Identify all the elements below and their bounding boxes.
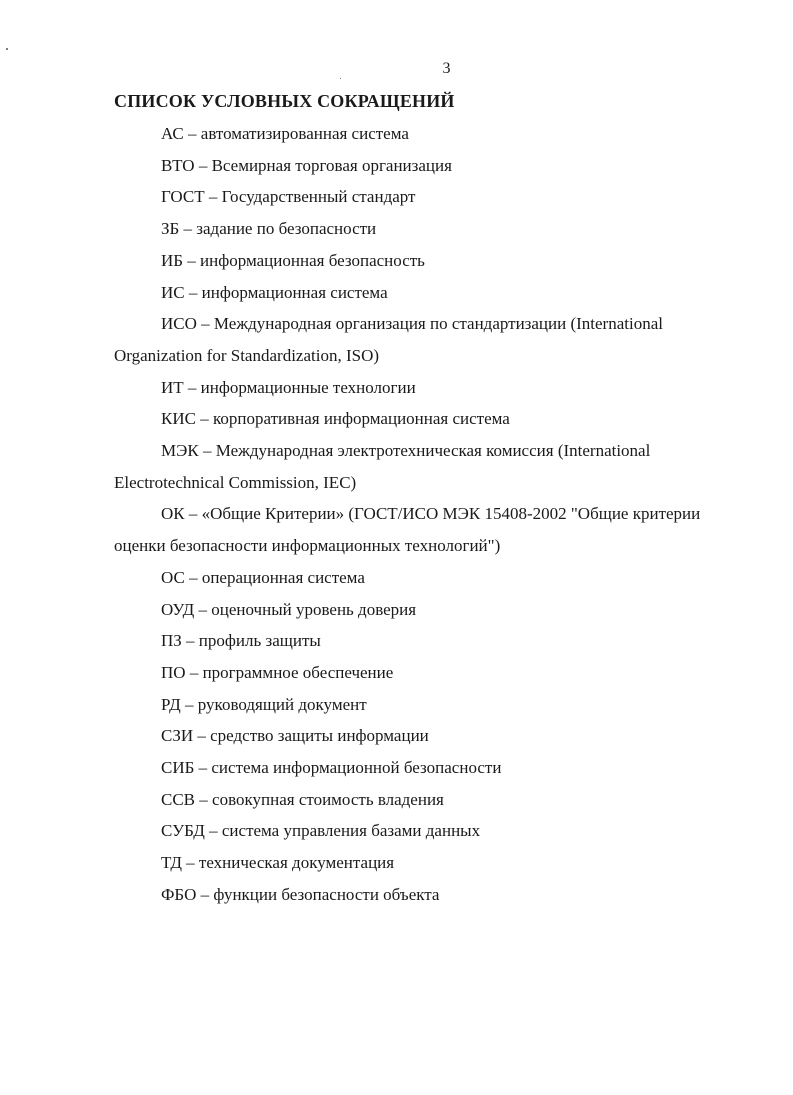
abbreviation: ЗБ xyxy=(161,219,180,239)
abbreviation: СЗИ xyxy=(161,726,194,746)
list-item xyxy=(114,625,724,657)
definition: операционная система xyxy=(201,567,365,587)
list-item xyxy=(114,784,724,816)
abbreviation: ИСО xyxy=(161,314,197,334)
list-item xyxy=(114,498,724,561)
abbreviation: ИТ xyxy=(161,377,184,397)
definition: функции безопасности объекта xyxy=(213,884,440,904)
definition: автоматизированная система xyxy=(200,124,409,143)
list-item xyxy=(114,308,724,371)
abbreviation: ВТО xyxy=(161,155,195,175)
page-title: СПИСОК УСЛОВНЫХ СОКРАЩЕНИЙ xyxy=(114,91,455,111)
definition: информационные технологии xyxy=(200,377,416,397)
abbreviation: ГОСТ xyxy=(161,187,205,207)
list-item xyxy=(114,657,724,689)
list-item xyxy=(114,815,724,847)
definition: Всемирная торговая организация xyxy=(211,155,452,175)
list-item xyxy=(114,879,724,911)
definition: информационная безопасность xyxy=(200,250,425,270)
definition: совокупная стоимость владения xyxy=(212,789,444,809)
list-item xyxy=(114,181,724,213)
abbreviation: ПО xyxy=(161,662,186,682)
list-item xyxy=(114,847,724,879)
abbreviation-list xyxy=(114,118,724,911)
abbreviation: АС xyxy=(161,124,184,143)
list-item xyxy=(114,245,724,277)
definition: техническая документация xyxy=(198,853,395,873)
definition: система управления базами данных xyxy=(221,821,481,841)
list-item xyxy=(114,562,724,594)
abbreviation: ФБО xyxy=(161,884,197,904)
list-item xyxy=(114,118,724,150)
list-item xyxy=(114,277,724,309)
definition: руководящий документ xyxy=(197,694,367,714)
definition: оценочный уровень доверия xyxy=(211,599,417,619)
definition: корпоративная информационная система xyxy=(212,409,510,429)
abbreviation: СУБД xyxy=(161,821,205,841)
definition: профиль защиты xyxy=(198,631,321,651)
list-item xyxy=(114,752,724,784)
abbreviation: КИС xyxy=(161,409,196,429)
abbreviation: ОС xyxy=(161,567,185,587)
definition: «Общие Критерии» (ГОСТ/ИСО МЭК 15408-2002 "Общие критерии оценки безопасности информационных технологий") xyxy=(114,504,701,556)
definition: система информационной безопасности xyxy=(211,758,502,778)
definition: Международная электротехническая комиссия (International Electrotechnical Commission, IEC) xyxy=(114,441,651,492)
abbreviation: ТД xyxy=(161,853,182,873)
definition: информационная система xyxy=(201,282,388,302)
page-number: 3 xyxy=(442,60,451,77)
list-item xyxy=(114,720,724,752)
scan-speck xyxy=(340,78,341,79)
definition: Международная организация по стандартизации (International Organization for Standardization, ISO) xyxy=(114,314,663,365)
abbreviation: ОУД xyxy=(161,599,195,619)
list-item xyxy=(114,403,724,435)
scan-speck xyxy=(6,48,8,50)
abbreviation: ССВ xyxy=(161,789,196,809)
list-item xyxy=(114,372,724,404)
definition: программное обеспечение xyxy=(202,662,394,682)
abbreviation: МЭК xyxy=(161,441,199,461)
list-item xyxy=(114,435,724,498)
abbreviation: РД xyxy=(161,694,181,714)
abbreviation: СИБ xyxy=(161,758,195,778)
abbreviation: ИС xyxy=(161,282,185,302)
list-item xyxy=(114,594,724,626)
definition: Государственный стандарт xyxy=(221,187,416,207)
abbreviation: ИБ xyxy=(161,250,184,270)
abbreviation: ПЗ xyxy=(161,631,182,651)
list-item xyxy=(114,213,724,245)
definition: средство защиты информации xyxy=(210,726,429,746)
list-item xyxy=(114,689,724,721)
definition: задание по безопасности xyxy=(196,219,377,239)
abbreviation: ОК xyxy=(161,504,185,524)
list-item xyxy=(114,150,724,182)
